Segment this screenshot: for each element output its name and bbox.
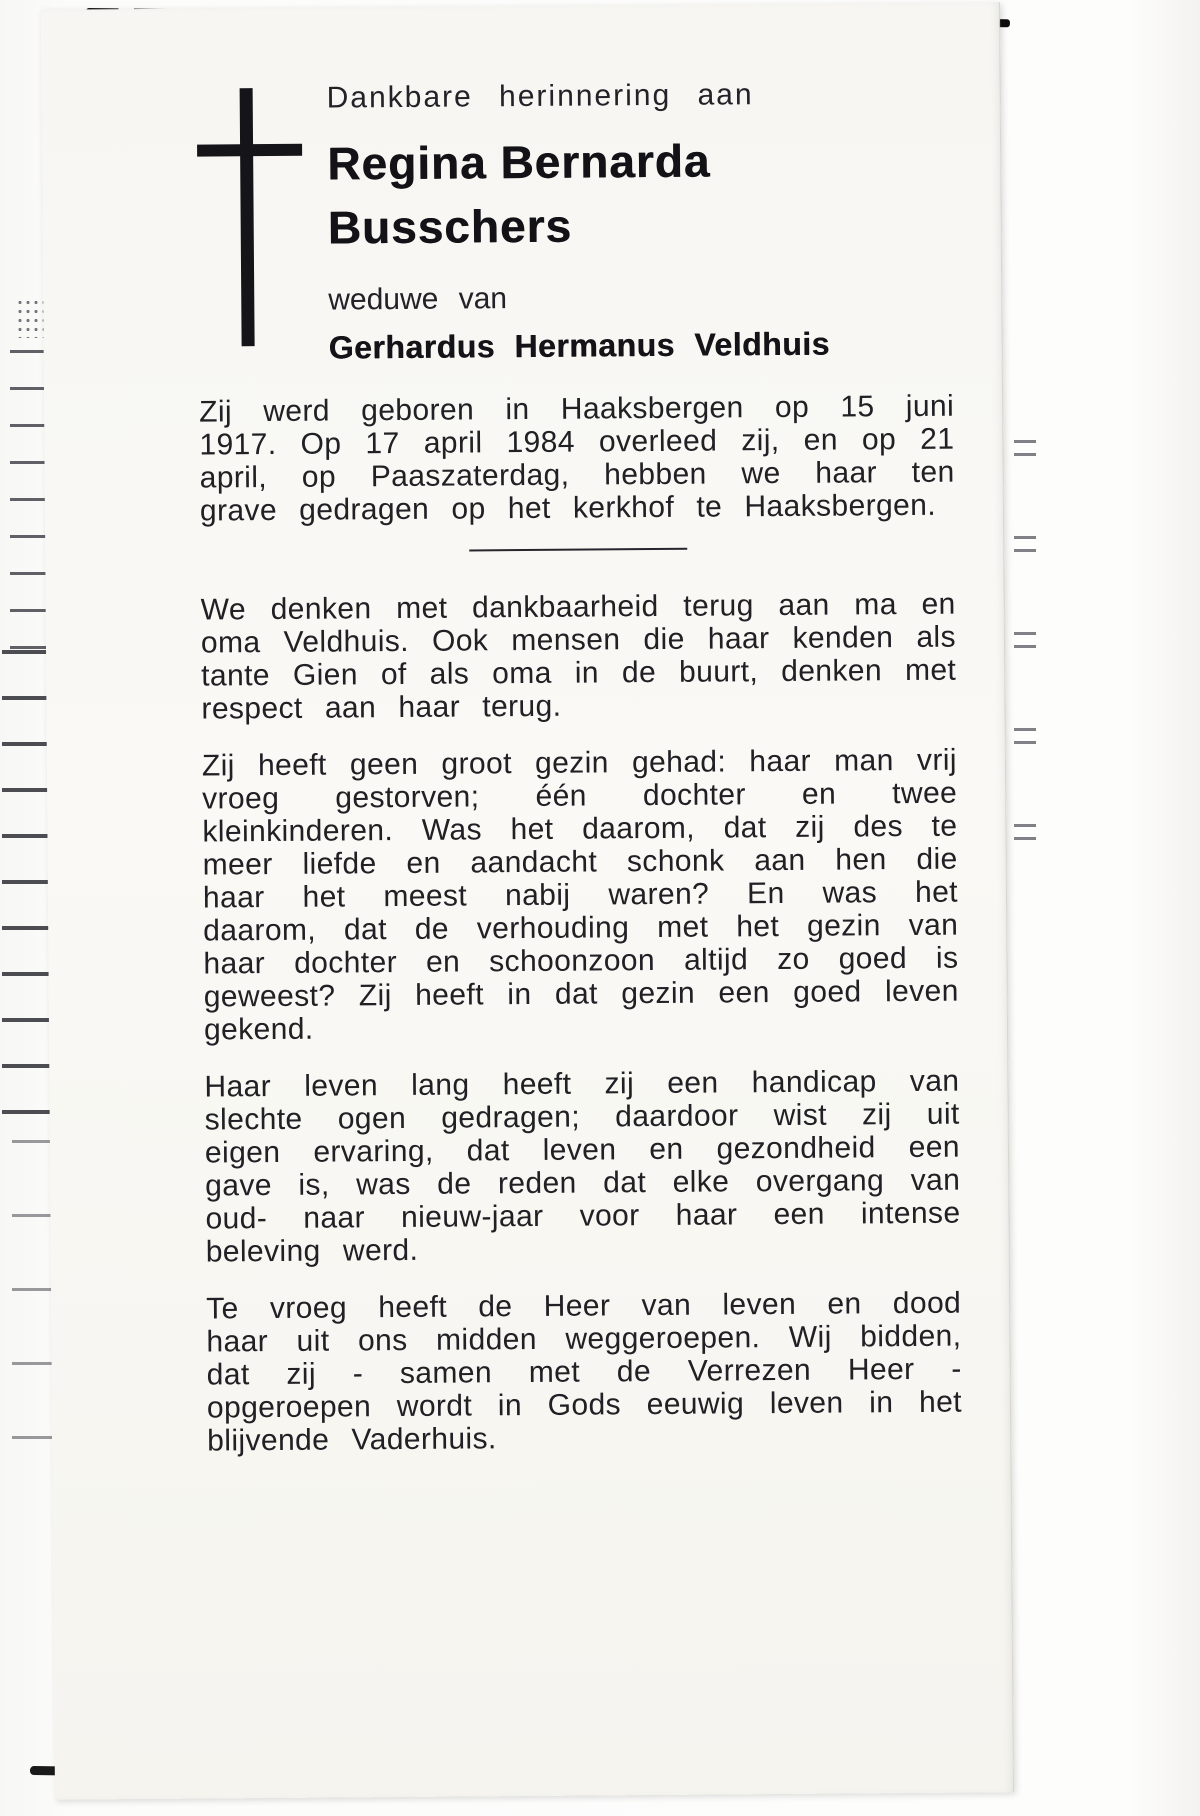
scan-artifact-left-dashes-lower [12,1140,52,1480]
deceased-name [327,127,953,260]
paragraph-handicap: Haar leven lang heeft zij een handicap van slechte ogen gedragen; daardoor wist zij uit eigen ervaring, dat leven en gezondheid een gave is, was de reden dat elke overgang van oud- naar nieuw-jaar voor haar een intense beleving werd. [204,1064,961,1269]
memorial-intro-text: Dankbare herinnering aan [326,78,754,115]
paragraph-remembrance: We denken met dankbaarheid terug aan ma en oma Veldhuis. Ook mensen die haar kenden als tante Gien of als oma in de buurt, denken met respect aan haar terug. [200,587,957,726]
memorial-card [41,2,1014,1799]
section-divider [469,548,687,552]
deceased-name-line2: Busschers [327,199,573,254]
cross-icon [197,88,304,347]
paragraph-prayer: Te vroeg heeft de Heer van leven en dood haar uit ons midden weggeroepen. Wij bidden, dat zij - samen met de Verrezen Heer - opgeroepen wordt in Gods eeuwig leven in het blijvende Vaderhuis. [206,1286,963,1458]
scan-artifact-right-marks [1014,440,1036,880]
spouse-name: Gerhardus Hermanus Veldhuis [328,325,830,366]
relation-label: weduwe van [328,282,508,317]
cross-vertical-bar [240,88,255,346]
card-header [41,2,1002,369]
cross-horizontal-bar [197,144,302,157]
paragraph-family-life: Zij heeft geen groot gezin gehad: haar man vrij vroeg gestorven; één dochter en twee kleinkinderen. Was het daarom, dat zij des te meer liefde en aandacht schonk aan hen die haar het meest nabij waren? En was het daarom, dat de verhouding met het gezin van haar dochter en schoonzoon altijd zo goed is geweest? Zij heeft in dat gezin een goed leven gekend. [201,743,959,1047]
deceased-name-line1: Regina Bernarda [326,134,711,190]
card-body [44,361,1011,1458]
paragraph-birth-and-death: Zij werd geboren in Haaksbergen op 15 juni 1917. Op 17 april 1984 overleed zij, en op 21 april, op Paaszaterdag, hebben we haar ten grave gedragen op het kerkhof te Haaksbergen. [199,389,955,528]
